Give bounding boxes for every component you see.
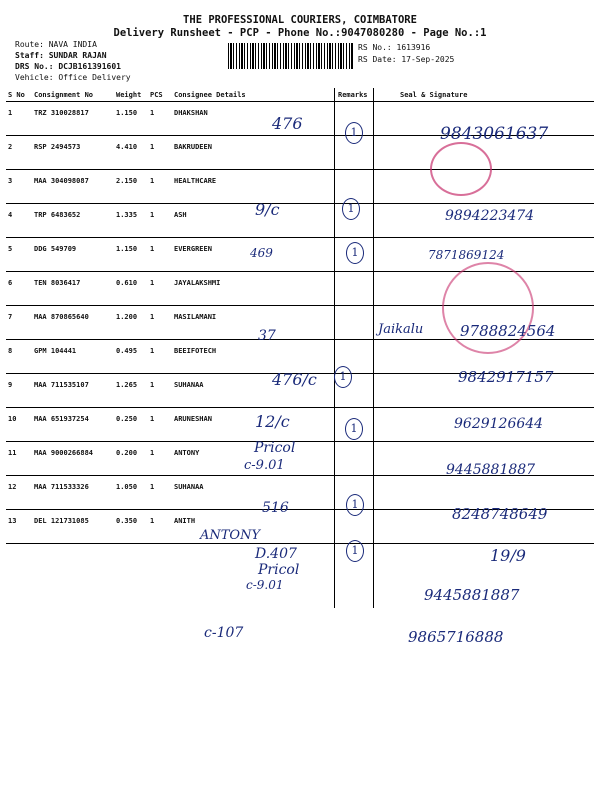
cell-consignment: TEN 8036417 bbox=[32, 272, 114, 306]
cell-consignment: MAA 304098087 bbox=[32, 170, 114, 204]
table-header-row bbox=[6, 88, 594, 102]
col-sno: S No bbox=[6, 88, 32, 102]
cell-sno: 11 bbox=[6, 442, 32, 476]
cell-pcs: 1 bbox=[148, 238, 172, 272]
cell-remarks bbox=[336, 442, 372, 476]
handwritten-note: c-107 bbox=[204, 625, 244, 641]
remark-circle: 1 bbox=[342, 198, 360, 220]
barcode bbox=[228, 43, 354, 69]
cell-pcs: 1 bbox=[148, 204, 172, 238]
handwritten-note: c-9.01 bbox=[244, 458, 285, 473]
handwritten-note: 476 bbox=[272, 114, 303, 133]
cell-consignment: DEL 121731085 bbox=[32, 510, 114, 544]
col-consignment: Consignment No bbox=[32, 88, 114, 102]
handwritten-phone: 9445881887 bbox=[424, 586, 520, 604]
cell-sno: 8 bbox=[6, 340, 32, 374]
handwritten-note: 37 bbox=[258, 328, 276, 344]
cell-consignment: MAA 9000266884 bbox=[32, 442, 114, 476]
cell-consignee: HEALTHCARE bbox=[172, 170, 336, 204]
handwritten-note: 9/c bbox=[255, 200, 280, 219]
handwritten-phone: 9629126644 bbox=[454, 416, 544, 432]
cell-weight: 0.610 bbox=[114, 272, 148, 306]
remark-circle: 1 bbox=[346, 540, 364, 562]
handwritten-note: D.407 bbox=[255, 546, 297, 562]
cell-weight: 0.200 bbox=[114, 442, 148, 476]
cell-pcs: 1 bbox=[148, 170, 172, 204]
cell-consignment: GPM 104441 bbox=[32, 340, 114, 374]
cell-sno: 12 bbox=[6, 476, 32, 510]
cell-sno: 7 bbox=[6, 306, 32, 340]
col-remarks: Remarks bbox=[336, 88, 372, 102]
cell-remarks bbox=[336, 272, 372, 306]
cell-consignee: DHAKSHAN bbox=[172, 102, 336, 136]
document-title: THE PROFESSIONAL COURIERS, COIMBATORE bbox=[183, 14, 417, 26]
handwritten-note: 476/c bbox=[272, 370, 317, 389]
cell-consignee: ARUNESHAN bbox=[172, 408, 336, 442]
cell-weight: 0.495 bbox=[114, 340, 148, 374]
cell-pcs: 1 bbox=[148, 102, 172, 136]
handwritten-phone: 9894223474 bbox=[445, 208, 535, 224]
handwritten-phone: 9445881887 bbox=[446, 462, 536, 478]
cell-pcs: 1 bbox=[148, 442, 172, 476]
handwritten-note: Pricol bbox=[254, 440, 296, 456]
cell-weight: 1.150 bbox=[114, 102, 148, 136]
staff-label: Staff: SUNDAR RAJAN bbox=[15, 51, 107, 60]
cell-consignee: SUHANAA bbox=[172, 374, 336, 408]
route-label: Route: NAVA INDIA bbox=[15, 40, 97, 49]
vehicle-label: Vehicle: Office Delivery bbox=[15, 73, 131, 82]
cell-consignment: MAA 711535107 bbox=[32, 374, 114, 408]
cell-pcs: 1 bbox=[148, 476, 172, 510]
cell-pcs: 1 bbox=[148, 510, 172, 544]
rs-number: RS No.: 1613916 bbox=[358, 43, 431, 52]
cell-weight: 1.150 bbox=[114, 238, 148, 272]
cell-consignee: BEEIFOTECH bbox=[172, 340, 336, 374]
remarks-right-border bbox=[373, 88, 374, 608]
table-row bbox=[6, 170, 594, 204]
cell-consignee: ANITH bbox=[172, 510, 336, 544]
cell-weight: 0.350 bbox=[114, 510, 148, 544]
cell-pcs: 1 bbox=[148, 408, 172, 442]
cell-sno: 2 bbox=[6, 136, 32, 170]
handwritten-note: c-9.01 bbox=[246, 578, 284, 592]
cell-pcs: 1 bbox=[148, 272, 172, 306]
cell-consignee: MASILAMANI bbox=[172, 306, 336, 340]
rs-date: RS Date: 17-Sep-2025 bbox=[358, 55, 455, 64]
col-pcs: PCS bbox=[148, 88, 172, 102]
seal-stamp bbox=[430, 142, 492, 196]
seal-stamp-round bbox=[442, 262, 534, 354]
cell-sno: 13 bbox=[6, 510, 32, 544]
handwritten-phone: 7871869124 bbox=[428, 248, 505, 262]
cell-pcs: 1 bbox=[148, 374, 172, 408]
col-signature: Seal & Signature bbox=[372, 88, 594, 102]
handwritten-note: Pricol bbox=[258, 562, 300, 578]
cell-consignee: SUHANAA bbox=[172, 476, 336, 510]
cell-consignee: ANTONY bbox=[172, 442, 336, 476]
remark-circle: 1 bbox=[345, 122, 363, 144]
handwritten-note: 12/c bbox=[255, 412, 290, 431]
cell-consignment: MAA 711533326 bbox=[32, 476, 114, 510]
cell-sno: 6 bbox=[6, 272, 32, 306]
cell-pcs: 1 bbox=[148, 306, 172, 340]
cell-sno: 3 bbox=[6, 170, 32, 204]
handwritten-note: 516 bbox=[262, 500, 289, 516]
cell-weight: 1.050 bbox=[114, 476, 148, 510]
remark-circle: 1 bbox=[334, 366, 352, 388]
cell-weight: 1.200 bbox=[114, 306, 148, 340]
cell-pcs: 1 bbox=[148, 340, 172, 374]
remark-circle: 1 bbox=[345, 418, 363, 440]
handwritten-date: 19/9 bbox=[490, 546, 526, 565]
handwritten-note: 469 bbox=[250, 246, 273, 260]
cell-weight: 1.335 bbox=[114, 204, 148, 238]
cell-weight: 4.410 bbox=[114, 136, 148, 170]
cell-consignee: JAYALAKSHMI bbox=[172, 272, 336, 306]
cell-consignment: TRZ 310028817 bbox=[32, 102, 114, 136]
col-consignee: Consignee Details bbox=[172, 88, 336, 102]
cell-consignee: ASH bbox=[172, 204, 336, 238]
cell-sno: 10 bbox=[6, 408, 32, 442]
handwritten-phone: 9865716888 bbox=[408, 628, 504, 646]
document-subtitle: Delivery Runsheet - PCP - Phone No.:9047080280 - Page No.:1 bbox=[113, 27, 487, 39]
cell-pcs: 1 bbox=[148, 136, 172, 170]
remark-circle: 1 bbox=[346, 242, 364, 264]
handwritten-phone: 9788824564 bbox=[460, 322, 556, 340]
cell-consignment: MAA 870865640 bbox=[32, 306, 114, 340]
handwritten-note: ANTONY bbox=[200, 528, 261, 543]
cell-sno: 5 bbox=[6, 238, 32, 272]
cell-consignment: DDG 549709 bbox=[32, 238, 114, 272]
handwritten-phone: 9843061637 bbox=[440, 124, 549, 144]
handwritten-phone: 9842917157 bbox=[458, 368, 554, 386]
handwritten-phone: 8248748649 bbox=[452, 505, 548, 523]
cell-weight: 1.265 bbox=[114, 374, 148, 408]
cell-consignment: TRP 6483652 bbox=[32, 204, 114, 238]
remark-circle: 1 bbox=[346, 494, 364, 516]
cell-weight: 2.150 bbox=[114, 170, 148, 204]
cell-sno: 9 bbox=[6, 374, 32, 408]
col-weight: Weight bbox=[114, 88, 148, 102]
cell-consignee: EVERGREEN bbox=[172, 238, 336, 272]
handwritten-signature: Jaikalu bbox=[378, 322, 424, 337]
remarks-left-border bbox=[334, 88, 335, 608]
cell-remarks bbox=[336, 306, 372, 340]
drs-number: DRS No.: DCJB161391601 bbox=[15, 62, 121, 71]
cell-weight: 0.250 bbox=[114, 408, 148, 442]
cell-sno: 1 bbox=[6, 102, 32, 136]
cell-consignment: RSP 2494573 bbox=[32, 136, 114, 170]
cell-sno: 4 bbox=[6, 204, 32, 238]
cell-consignment: MAA 651937254 bbox=[32, 408, 114, 442]
cell-consignee: BAKRUDEEN bbox=[172, 136, 336, 170]
